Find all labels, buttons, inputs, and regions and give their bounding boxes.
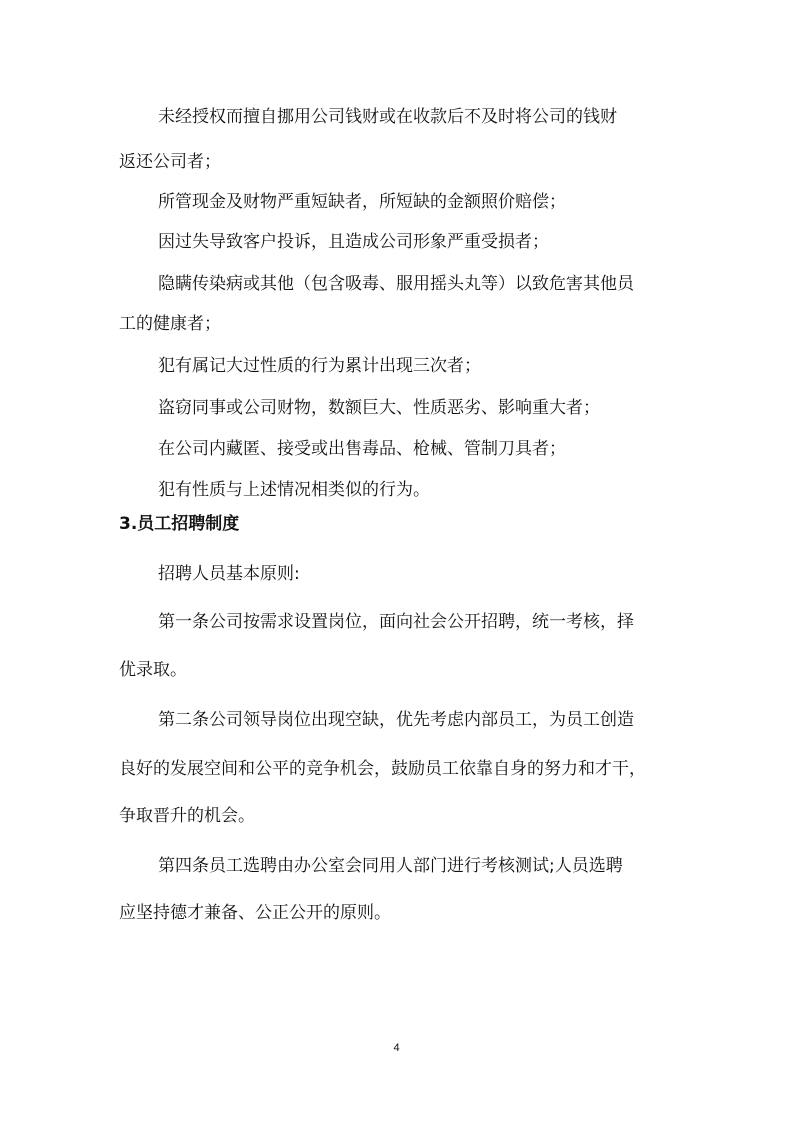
text-line: 犯有性质与上述情况相类似的行为。 [158,480,430,500]
text-line: 应坚持德才兼备、公正公开的原则。 [119,903,391,923]
text-line: 工的健康者； [119,314,221,334]
text-line: 第一条公司按需求设置岗位，面向社会公开招聘，统一考核，择 [158,612,634,632]
text-line: 第四条员工选聘由办公室会同用人部门进行考核测试;人员选聘 [158,856,623,876]
section-heading: 3.员工招聘制度 [119,514,240,534]
text-line: 优录取。 [119,660,187,680]
text-line: 招聘人员基本原则: [158,564,300,584]
text-line: 未经授权而擅自挪用公司钱财或在收款后不及时将公司的钱财 [158,107,617,127]
text-line: 在公司内藏匿、接受或出售毒品、枪械、管制刀具者； [158,439,566,459]
text-line: 因过失导致客户投诉，且造成公司形象严重受损者； [158,232,549,252]
text-line: 返还公司者； [119,152,221,172]
text-line: 第二条公司领导岗位出现空缺，优先考虑内部员工，为员工创造 [158,710,634,730]
text-line: 所管现金及财物严重短缺者，所短缺的金额照价赔偿； [158,192,566,212]
text-line: 隐瞒传染病或其他（包含吸毒、服用摇头丸等）以致危害其他员 [158,274,634,294]
text-line: 良好的发展空间和公平的竞争机会，鼓励员工依靠自身的努力和才干， [119,759,646,779]
text-line: 争取晋升的机会。 [119,806,255,826]
text-line: 犯有属记大过性质的行为累计出现三次者； [158,356,481,376]
text-line: 盗窃同事或公司财物，数额巨大、性质恶劣、影响重大者； [158,398,600,418]
page-number: 4 [393,1042,400,1054]
